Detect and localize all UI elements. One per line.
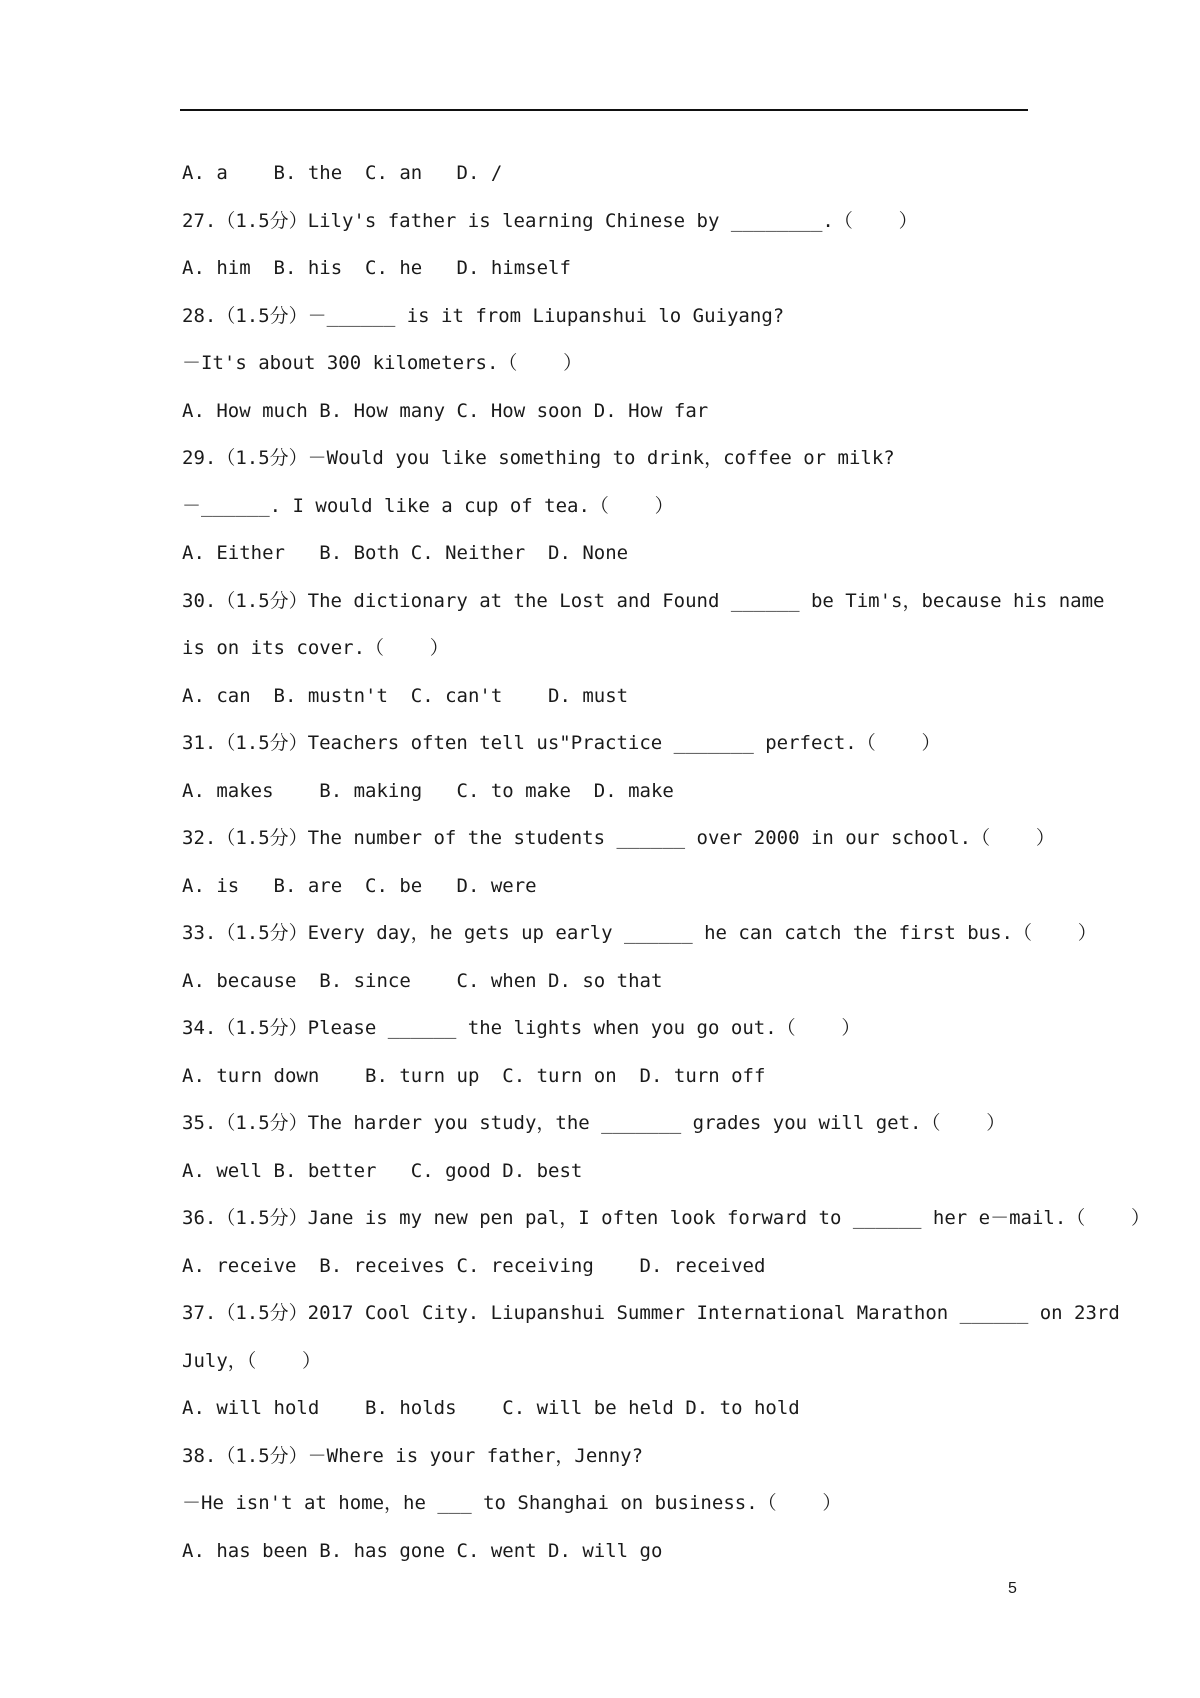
question-34: 34.（1.5分）Please ______ the lights when you go out.（ ） — [182, 1017, 861, 1039]
question-28: 28.（1.5分）－______ is it from Liupanshui lo Guiyang? — [182, 304, 785, 327]
document-body — [182, 150, 1151, 1575]
question-38-reply: －He isn't at home，he ___ to Shanghai on business.（ ） — [182, 1492, 842, 1514]
question-28-reply: －It's about 300 kilometers.（ ） — [182, 352, 583, 374]
options-27: A. him B. his C. he D. himself — [182, 257, 571, 279]
options-30: A. can B. mustn't C. can't D. must — [182, 684, 629, 707]
question-30: 30.（1.5分）The dictionary at the Lost and Found ______ be Tim's，because his name — [182, 589, 1105, 612]
header-rule — [180, 109, 1028, 111]
question-30-cont: is on its cover.（ ） — [182, 637, 449, 659]
options-38: A. has been B. has gone C. went D. will go — [182, 1539, 663, 1562]
options-34: A. turn down B. turn up C. turn on D. turn off — [182, 1064, 766, 1087]
question-33: 33.（1.5分）Every day，he gets up early ______ he can catch the first bus.（ ） — [182, 922, 1097, 944]
question-27: 27.（1.5分）Lily's father is learning Chinese by ________.（ ） — [182, 209, 918, 232]
question-29-reply: －______. I would like a cup of tea.（ ） — [182, 494, 674, 517]
question-37: 37.（1.5分）2017 Cool City. Liupanshui Summer International Marathon ______ on 23rd — [182, 1302, 1120, 1324]
question-36: 36.（1.5分）Jane is my new pen pal，I often look forward to ______ her e－mail.（ ） — [182, 1207, 1151, 1229]
question-37-cont: July，（ ） — [182, 1349, 322, 1372]
options-35: A. well B. better C. good D. best — [182, 1159, 583, 1182]
page-number: 5 — [1008, 1580, 1017, 1597]
text-line: A. a B. the C. an D. / — [182, 162, 503, 184]
options-29: A. Either B. Both C. Neither D. None — [182, 542, 629, 564]
question-38: 38.（1.5分）－Where is your father，Jenny? — [182, 1444, 644, 1467]
question-29: 29.（1.5分）－Would you like something to drink，coffee or milk? — [182, 447, 895, 469]
options-32: A. is B. are C. be D. were — [182, 874, 537, 897]
question-31: 31.（1.5分）Teachers often tell us"Practice _______ perfect.（ ） — [182, 732, 941, 754]
options-37: A. will hold B. holds C. will be held D. to hold — [182, 1397, 800, 1419]
options-36: A. receive B. receives C. receiving D. received — [182, 1254, 766, 1277]
options-33: A. because B. since C. when D. so that — [182, 969, 663, 992]
options-31: A. makes B. making C. to make D. make — [182, 779, 674, 802]
question-32: 32.（1.5分）The number of the students ______ over 2000 in our school.（ ） — [182, 827, 1055, 849]
options-28: A. How much B. How many C. How soon D. How far — [182, 399, 709, 422]
question-35: 35.（1.5分）The harder you study，the _______ grades you will get.（ ） — [182, 1112, 1006, 1134]
